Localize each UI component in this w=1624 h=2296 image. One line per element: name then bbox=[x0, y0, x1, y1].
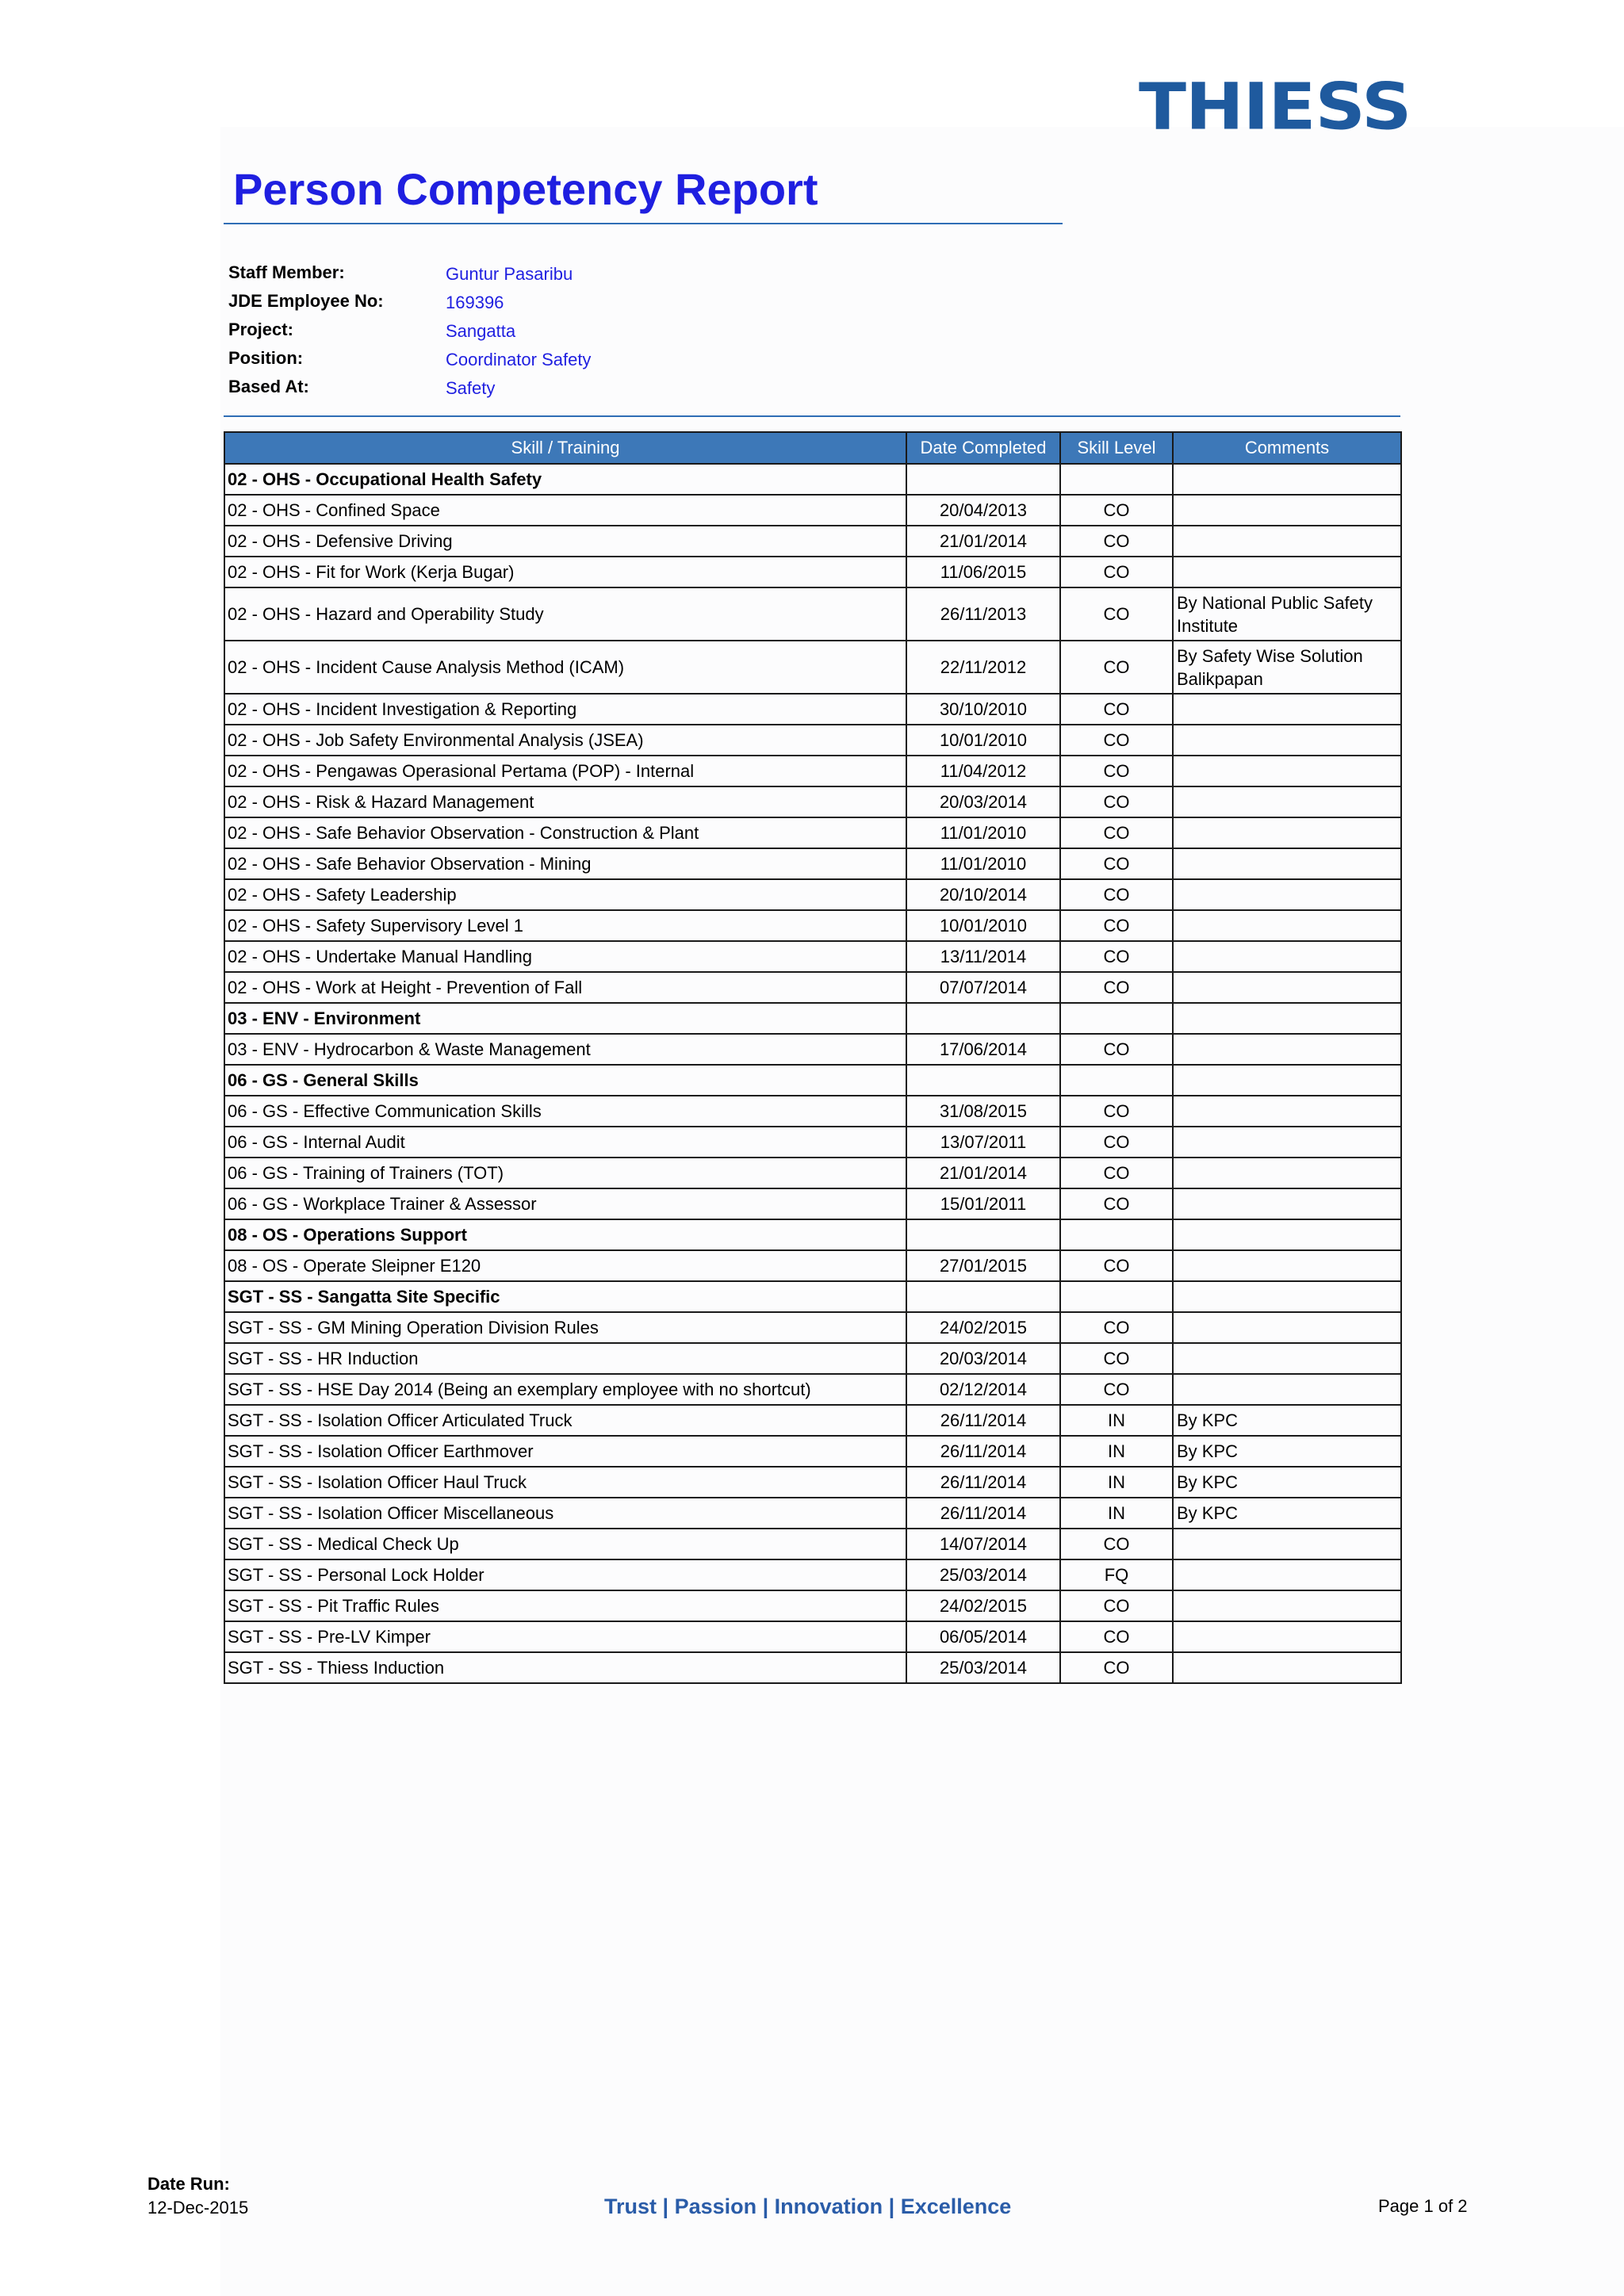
table-row bbox=[224, 1188, 1401, 1219]
skill-level-cell: IN bbox=[1060, 1467, 1173, 1498]
table-row bbox=[224, 694, 1401, 725]
comment-cell bbox=[1173, 1158, 1401, 1188]
skill-cell: 03 - ENV - Environment bbox=[224, 1003, 906, 1034]
table-row bbox=[224, 495, 1401, 526]
skill-level-cell bbox=[1060, 1003, 1173, 1034]
table-group-row bbox=[224, 1003, 1401, 1034]
date-cell: 21/01/2014 bbox=[906, 1158, 1060, 1188]
staff-member-label: Staff Member: bbox=[228, 262, 345, 282]
date-cell: 11/01/2010 bbox=[906, 848, 1060, 879]
comment-cell bbox=[1173, 1127, 1401, 1158]
table-row bbox=[224, 1498, 1401, 1529]
skill-level-cell: CO bbox=[1060, 848, 1173, 879]
skill-level-cell: CO bbox=[1060, 1374, 1173, 1405]
date-cell bbox=[906, 1219, 1060, 1250]
comment-cell bbox=[1173, 1188, 1401, 1219]
date-cell: 20/03/2014 bbox=[906, 786, 1060, 817]
table-body bbox=[224, 464, 1401, 1683]
skill-cell: SGT - SS - Thiess Induction bbox=[224, 1652, 906, 1683]
skill-cell: 02 - OHS - Undertake Manual Handling bbox=[224, 941, 906, 972]
skill-level-cell bbox=[1060, 1281, 1173, 1312]
skill-level-cell: IN bbox=[1060, 1405, 1173, 1436]
table-row bbox=[224, 941, 1401, 972]
table-group-row bbox=[224, 1281, 1401, 1312]
skill-cell: 03 - ENV - Hydrocarbon & Waste Management bbox=[224, 1034, 906, 1065]
table-row bbox=[224, 1529, 1401, 1559]
skill-level-cell bbox=[1060, 1065, 1173, 1096]
project-value: Sangatta bbox=[446, 321, 516, 341]
table-row bbox=[224, 1127, 1401, 1158]
skill-level-cell: CO bbox=[1060, 1343, 1173, 1374]
skill-cell: 06 - GS - Workplace Trainer & Assessor bbox=[224, 1188, 906, 1219]
skill-level-cell: CO bbox=[1060, 910, 1173, 941]
comment-cell bbox=[1173, 557, 1401, 587]
skill-cell: SGT - SS - HSE Day 2014 (Being an exemplary employee with no shortcut) bbox=[224, 1374, 906, 1405]
skill-level-cell: CO bbox=[1060, 1621, 1173, 1652]
date-cell: 31/08/2015 bbox=[906, 1096, 1060, 1127]
table-row bbox=[224, 1621, 1401, 1652]
skill-cell: SGT - SS - Pre-LV Kimper bbox=[224, 1621, 906, 1652]
date-cell: 11/06/2015 bbox=[906, 557, 1060, 587]
table-row bbox=[224, 641, 1401, 694]
date-cell: 30/10/2010 bbox=[906, 694, 1060, 725]
table-header-row bbox=[224, 432, 1401, 464]
date-cell: 13/07/2011 bbox=[906, 1127, 1060, 1158]
skill-cell: 02 - OHS - Occupational Health Safety bbox=[224, 464, 906, 495]
table-row bbox=[224, 1034, 1401, 1065]
table-row bbox=[224, 817, 1401, 848]
skill-cell: SGT - SS - Pit Traffic Rules bbox=[224, 1590, 906, 1621]
table-row bbox=[224, 526, 1401, 557]
thiess-logo: THIESS bbox=[1139, 68, 1411, 144]
column-header-skill: Skill / Training bbox=[224, 432, 906, 464]
date-cell: 26/11/2013 bbox=[906, 587, 1060, 641]
table-row bbox=[224, 1652, 1401, 1683]
skill-cell: 02 - OHS - Safety Supervisory Level 1 bbox=[224, 910, 906, 941]
skill-level-cell: CO bbox=[1060, 725, 1173, 756]
skill-cell: 02 - OHS - Work at Height - Prevention of Fall bbox=[224, 972, 906, 1003]
date-cell: 07/07/2014 bbox=[906, 972, 1060, 1003]
skill-level-cell: CO bbox=[1060, 1590, 1173, 1621]
skill-level-cell: CO bbox=[1060, 1188, 1173, 1219]
skill-cell: 02 - OHS - Confined Space bbox=[224, 495, 906, 526]
skill-level-cell: CO bbox=[1060, 1529, 1173, 1559]
table-row bbox=[224, 1436, 1401, 1467]
position-label: Position: bbox=[228, 348, 304, 368]
skill-cell: 02 - OHS - Hazard and Operability Study bbox=[224, 587, 906, 641]
skill-level-cell: CO bbox=[1060, 817, 1173, 848]
company-tagline: Trust | Passion | Innovation | Excellence bbox=[604, 2195, 1012, 2218]
date-cell: 13/11/2014 bbox=[906, 941, 1060, 972]
column-header-comments: Comments bbox=[1173, 432, 1401, 464]
table-row bbox=[224, 1374, 1401, 1405]
table-group-row bbox=[224, 1219, 1401, 1250]
table-group-row bbox=[224, 1065, 1401, 1096]
table-row bbox=[224, 786, 1401, 817]
table-row bbox=[224, 972, 1401, 1003]
date-cell: 21/01/2014 bbox=[906, 526, 1060, 557]
skill-level-cell: CO bbox=[1060, 1034, 1173, 1065]
skill-level-cell: CO bbox=[1060, 1158, 1173, 1188]
position-value: Coordinator Safety bbox=[446, 350, 592, 369]
skill-level-cell: CO bbox=[1060, 557, 1173, 587]
comment-cell bbox=[1173, 1652, 1401, 1683]
skill-cell: SGT - SS - Isolation Officer Haul Truck bbox=[224, 1467, 906, 1498]
comment-cell bbox=[1173, 1034, 1401, 1065]
date-cell: 17/06/2014 bbox=[906, 1034, 1060, 1065]
skill-cell: 02 - OHS - Fit for Work (Kerja Bugar) bbox=[224, 557, 906, 587]
comment-cell bbox=[1173, 1559, 1401, 1590]
based-at-value: Safety bbox=[446, 378, 496, 398]
comment-cell: By National Public Safety Institute bbox=[1173, 587, 1401, 641]
date-cell: 10/01/2010 bbox=[906, 725, 1060, 756]
table-row bbox=[224, 1559, 1401, 1590]
date-cell: 02/12/2014 bbox=[906, 1374, 1060, 1405]
table-row bbox=[224, 1405, 1401, 1436]
skill-level-cell: CO bbox=[1060, 1250, 1173, 1281]
skill-cell: SGT - SS - Medical Check Up bbox=[224, 1529, 906, 1559]
skill-cell: 02 - OHS - Safe Behavior Observation - Mining bbox=[224, 848, 906, 879]
date-run-label: Date Run: bbox=[147, 2174, 230, 2194]
comment-cell bbox=[1173, 1219, 1401, 1250]
comment-cell bbox=[1173, 495, 1401, 526]
skill-cell: 02 - OHS - Job Safety Environmental Analysis (JSEA) bbox=[224, 725, 906, 756]
comment-cell bbox=[1173, 910, 1401, 941]
skill-level-cell: CO bbox=[1060, 1652, 1173, 1683]
skill-cell: 08 - OS - Operate Sleipner E120 bbox=[224, 1250, 906, 1281]
skill-level-cell: CO bbox=[1060, 587, 1173, 641]
table-row bbox=[224, 1343, 1401, 1374]
table-row bbox=[224, 1312, 1401, 1343]
table-group-row bbox=[224, 464, 1401, 495]
skill-level-cell: CO bbox=[1060, 495, 1173, 526]
title-divider bbox=[224, 223, 1063, 224]
staff-member-value: Guntur Pasaribu bbox=[446, 264, 573, 284]
skill-level-cell: CO bbox=[1060, 972, 1173, 1003]
comment-cell: By KPC bbox=[1173, 1436, 1401, 1467]
skill-level-cell: IN bbox=[1060, 1498, 1173, 1529]
comment-cell bbox=[1173, 1529, 1401, 1559]
skill-level-cell: CO bbox=[1060, 941, 1173, 972]
table-row bbox=[224, 557, 1401, 587]
skill-cell: 02 - OHS - Risk & Hazard Management bbox=[224, 786, 906, 817]
date-cell bbox=[906, 1065, 1060, 1096]
skill-level-cell: CO bbox=[1060, 1096, 1173, 1127]
comment-cell bbox=[1173, 941, 1401, 972]
comment-cell bbox=[1173, 694, 1401, 725]
table-row bbox=[224, 1590, 1401, 1621]
based-at-label: Based At: bbox=[228, 377, 309, 396]
date-cell bbox=[906, 464, 1060, 495]
competency-table bbox=[224, 431, 1402, 1684]
skill-cell: SGT - SS - Isolation Officer Articulated Truck bbox=[224, 1405, 906, 1436]
skill-level-cell: CO bbox=[1060, 879, 1173, 910]
comment-cell bbox=[1173, 1312, 1401, 1343]
skill-cell: 02 - OHS - Incident Investigation & Reporting bbox=[224, 694, 906, 725]
skill-level-cell: IN bbox=[1060, 1436, 1173, 1467]
comment-cell: By KPC bbox=[1173, 1498, 1401, 1529]
table-row bbox=[224, 1250, 1401, 1281]
date-cell: 25/03/2014 bbox=[906, 1559, 1060, 1590]
skill-cell: SGT - SS - Sangatta Site Specific bbox=[224, 1281, 906, 1312]
date-cell: 14/07/2014 bbox=[906, 1529, 1060, 1559]
comment-cell: By KPC bbox=[1173, 1405, 1401, 1436]
column-header-date: Date Completed bbox=[906, 432, 1060, 464]
table-row bbox=[224, 1096, 1401, 1127]
date-run-value: 12-Dec-2015 bbox=[147, 2198, 249, 2218]
column-header-level: Skill Level bbox=[1060, 432, 1173, 464]
comment-cell bbox=[1173, 526, 1401, 557]
comment-cell: By KPC bbox=[1173, 1467, 1401, 1498]
skill-level-cell: FQ bbox=[1060, 1559, 1173, 1590]
date-cell: 24/02/2015 bbox=[906, 1312, 1060, 1343]
comment-cell bbox=[1173, 1590, 1401, 1621]
comment-cell bbox=[1173, 1250, 1401, 1281]
skill-cell: 02 - OHS - Incident Cause Analysis Method (ICAM) bbox=[224, 641, 906, 694]
table-row bbox=[224, 756, 1401, 786]
date-cell: 25/03/2014 bbox=[906, 1652, 1060, 1683]
date-cell: 06/05/2014 bbox=[906, 1621, 1060, 1652]
comment-cell bbox=[1173, 756, 1401, 786]
comment-cell bbox=[1173, 848, 1401, 879]
skill-cell: 02 - OHS - Pengawas Operasional Pertama (POP) - Internal bbox=[224, 756, 906, 786]
date-cell bbox=[906, 1281, 1060, 1312]
table-row bbox=[224, 1158, 1401, 1188]
comment-cell bbox=[1173, 972, 1401, 1003]
comment-cell bbox=[1173, 1003, 1401, 1034]
table-row bbox=[224, 910, 1401, 941]
skill-cell: SGT - SS - Personal Lock Holder bbox=[224, 1559, 906, 1590]
comment-cell bbox=[1173, 817, 1401, 848]
date-cell bbox=[906, 1003, 1060, 1034]
comment-cell: By Safety Wise Solution Balikpapan bbox=[1173, 641, 1401, 694]
skill-cell: 06 - GS - Effective Communication Skills bbox=[224, 1096, 906, 1127]
skill-cell: SGT - SS - Isolation Officer Earthmover bbox=[224, 1436, 906, 1467]
date-cell: 26/11/2014 bbox=[906, 1498, 1060, 1529]
skill-cell: 06 - GS - General Skills bbox=[224, 1065, 906, 1096]
date-cell: 11/04/2012 bbox=[906, 756, 1060, 786]
comment-cell bbox=[1173, 1281, 1401, 1312]
comment-cell bbox=[1173, 786, 1401, 817]
skill-cell: SGT - SS - Isolation Officer Miscellaneous bbox=[224, 1498, 906, 1529]
comment-cell bbox=[1173, 1374, 1401, 1405]
skill-level-cell bbox=[1060, 464, 1173, 495]
date-cell: 20/10/2014 bbox=[906, 879, 1060, 910]
date-cell: 10/01/2010 bbox=[906, 910, 1060, 941]
skill-cell: 02 - OHS - Defensive Driving bbox=[224, 526, 906, 557]
report-title: Person Competency Report bbox=[233, 164, 818, 214]
skill-cell: 02 - OHS - Safety Leadership bbox=[224, 879, 906, 910]
skill-cell: SGT - SS - GM Mining Operation Division Rules bbox=[224, 1312, 906, 1343]
comment-cell bbox=[1173, 879, 1401, 910]
employee-no-value: 169396 bbox=[446, 293, 504, 312]
date-cell: 22/11/2012 bbox=[906, 641, 1060, 694]
skill-level-cell: CO bbox=[1060, 786, 1173, 817]
table-row bbox=[224, 1467, 1401, 1498]
skill-cell: 08 - OS - Operations Support bbox=[224, 1219, 906, 1250]
skill-cell: 06 - GS - Training of Trainers (TOT) bbox=[224, 1158, 906, 1188]
table-row bbox=[224, 725, 1401, 756]
skill-level-cell: CO bbox=[1060, 1312, 1173, 1343]
comment-cell bbox=[1173, 725, 1401, 756]
date-cell: 26/11/2014 bbox=[906, 1436, 1060, 1467]
table-row bbox=[224, 587, 1401, 641]
date-cell: 26/11/2014 bbox=[906, 1467, 1060, 1498]
skill-level-cell: CO bbox=[1060, 526, 1173, 557]
table-row bbox=[224, 879, 1401, 910]
date-cell: 24/02/2015 bbox=[906, 1590, 1060, 1621]
skill-level-cell: CO bbox=[1060, 641, 1173, 694]
date-cell: 26/11/2014 bbox=[906, 1405, 1060, 1436]
info-divider bbox=[224, 415, 1400, 417]
skill-cell: 02 - OHS - Safe Behavior Observation - Construction & Plant bbox=[224, 817, 906, 848]
date-cell: 27/01/2015 bbox=[906, 1250, 1060, 1281]
date-cell: 15/01/2011 bbox=[906, 1188, 1060, 1219]
employee-no-label: JDE Employee No: bbox=[228, 291, 384, 311]
skill-level-cell bbox=[1060, 1219, 1173, 1250]
project-label: Project: bbox=[228, 320, 293, 339]
comment-cell bbox=[1173, 1065, 1401, 1096]
comment-cell bbox=[1173, 464, 1401, 495]
comment-cell bbox=[1173, 1096, 1401, 1127]
date-cell: 20/03/2014 bbox=[906, 1343, 1060, 1374]
skill-level-cell: CO bbox=[1060, 694, 1173, 725]
date-cell: 11/01/2010 bbox=[906, 817, 1060, 848]
page-number: Page 1 of 2 bbox=[1378, 2196, 1468, 2216]
table-row bbox=[224, 848, 1401, 879]
skill-level-cell: CO bbox=[1060, 1127, 1173, 1158]
skill-level-cell: CO bbox=[1060, 756, 1173, 786]
skill-cell: 06 - GS - Internal Audit bbox=[224, 1127, 906, 1158]
comment-cell bbox=[1173, 1621, 1401, 1652]
date-cell: 20/04/2013 bbox=[906, 495, 1060, 526]
skill-cell: SGT - SS - HR Induction bbox=[224, 1343, 906, 1374]
comment-cell bbox=[1173, 1343, 1401, 1374]
